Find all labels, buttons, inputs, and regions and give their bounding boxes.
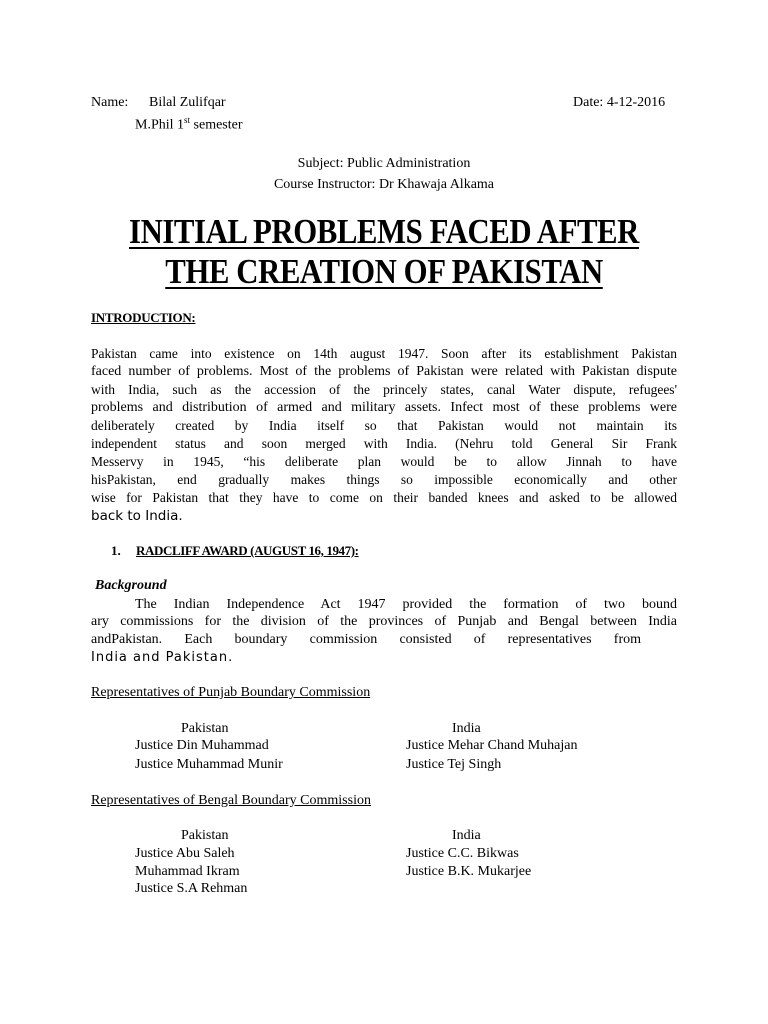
section-number: 1. bbox=[111, 543, 121, 558]
page-title-line-1: INITIAL PROBLEMS FACED AFTER bbox=[129, 212, 639, 251]
background-subheading: Background bbox=[95, 578, 167, 593]
name-label: Name: bbox=[91, 95, 129, 110]
punjab-pakistan-member: Justice Muhammad Munir bbox=[135, 757, 283, 772]
introduction-line: faced number of problems. Most of the problems of Pakistan were related with Pakistan dispute bbox=[91, 364, 677, 379]
bengal-pakistan-member: Muhammad Ikram bbox=[135, 864, 240, 879]
section-heading: RADCLIFF AWARD (AUGUST 16, 1947): bbox=[136, 543, 359, 558]
bengal-commission-heading: Representatives of Bengal Boundary Commission bbox=[91, 793, 371, 808]
introduction-line: deliberately created by India itself so that Pakistan would not maintain its bbox=[91, 418, 677, 433]
bengal-india-header: India bbox=[452, 828, 481, 843]
bengal-india-member: Justice C.C. Bikwas bbox=[406, 846, 519, 861]
student-name: Bilal Zulifqar bbox=[149, 95, 226, 110]
bengal-pakistan-member: Justice Abu Saleh bbox=[135, 846, 235, 861]
punjab-india-member: Justice Tej Singh bbox=[406, 757, 502, 772]
introduction-line: problems and distribution of armed and military assets. Infect most of these problems were bbox=[91, 400, 677, 415]
page-title-line-2: THE CREATION OF PAKISTAN bbox=[165, 252, 603, 291]
background-line: ary commissions for the division of the provinces of Punjab and Bengal between India bbox=[91, 614, 677, 629]
background-line: andPakistan. Each boundary commission consisted of representatives from bbox=[91, 632, 641, 647]
date: Date: 4-12-2016 bbox=[573, 95, 666, 110]
punjab-india-member: Justice Mehar Chand Muhajan bbox=[406, 738, 578, 753]
bengal-pakistan-header: Pakistan bbox=[181, 828, 229, 843]
punjab-pakistan-member: Justice Din Muhammad bbox=[135, 738, 269, 753]
introduction-line: Pakistan came into existence on 14th august 1947. Soon after its establishment Pakistan bbox=[91, 346, 677, 361]
introduction-line: with India, such as the accession of the princely states, canal Water dispute, refugees' bbox=[91, 382, 677, 397]
program: M.Phil 1st semester bbox=[135, 115, 243, 133]
introduction-line: back to India. bbox=[91, 508, 183, 524]
introduction-heading: INTRODUCTION: bbox=[91, 310, 196, 325]
punjab-india-header: India bbox=[452, 721, 481, 736]
subject: Subject: Public Administration bbox=[297, 156, 471, 171]
introduction-line: hisPakistan, end gradually makes things so impossible economically and other bbox=[91, 472, 677, 487]
introduction-line: wise for Pakistan that they have to come on their banded knees and asked to be allowed bbox=[91, 490, 677, 505]
background-line: The Indian Independence Act 1947 provided the formation of two bound bbox=[135, 597, 677, 612]
bengal-pakistan-member: Justice S.A Rehman bbox=[135, 881, 248, 896]
bengal-india-member: Justice B.K. Mukarjee bbox=[406, 864, 532, 879]
introduction-line: Messervy in 1945, “his deliberate plan would be to allow Jinnah to have bbox=[91, 454, 677, 469]
introduction-line: independent status and soon merged with India. (Nehru told General Sir Frank bbox=[91, 436, 677, 451]
punjab-commission-heading: Representatives of Punjab Boundary Commission bbox=[91, 685, 371, 700]
background-line: India and Pakistan. bbox=[91, 650, 234, 665]
punjab-pakistan-header: Pakistan bbox=[181, 721, 229, 736]
course-instructor: Course Instructor: Dr Khawaja Alkama bbox=[273, 177, 495, 192]
